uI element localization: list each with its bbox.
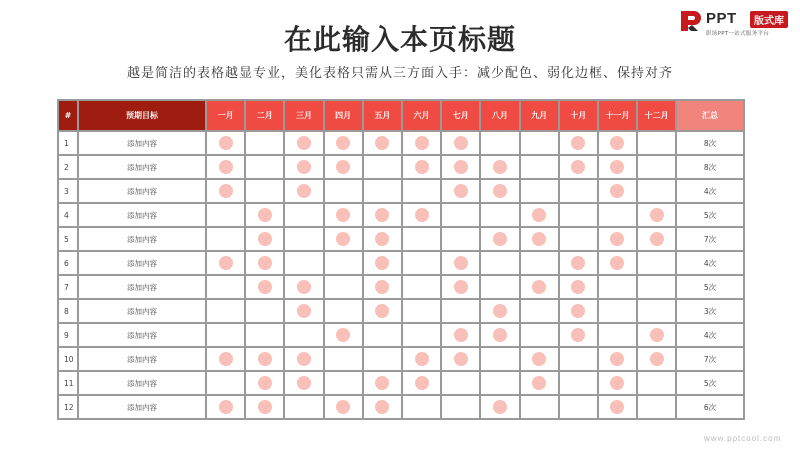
month-cell <box>598 203 637 227</box>
header-sum: 汇总 <box>676 100 744 131</box>
month-cell <box>441 131 480 155</box>
month-cell <box>363 251 402 275</box>
month-cell <box>245 323 284 347</box>
month-cell <box>245 131 284 155</box>
month-cell <box>284 179 323 203</box>
row-number: 2 <box>58 155 78 179</box>
circle-dot-icon <box>375 304 389 318</box>
month-cell <box>402 203 441 227</box>
circle-dot-icon <box>297 352 311 366</box>
row-goal: 添加内容 <box>78 131 206 155</box>
month-cell <box>245 275 284 299</box>
month-cell <box>598 395 637 419</box>
month-cell <box>441 179 480 203</box>
circle-dot-icon <box>610 232 624 246</box>
month-cell <box>480 275 519 299</box>
month-cell <box>284 251 323 275</box>
circle-dot-icon <box>415 136 429 150</box>
circle-dot-icon <box>258 376 272 390</box>
circle-dot-icon <box>375 136 389 150</box>
month-cell <box>441 275 480 299</box>
month-cell <box>245 395 284 419</box>
month-cell <box>559 371 598 395</box>
row-sum: 3次 <box>676 299 744 323</box>
month-cell <box>324 251 363 275</box>
circle-dot-icon <box>532 232 546 246</box>
row-goal: 添加内容 <box>78 371 206 395</box>
month-cell <box>324 299 363 323</box>
month-cell <box>598 299 637 323</box>
month-cell <box>324 179 363 203</box>
month-cell <box>363 347 402 371</box>
circle-dot-icon <box>219 136 233 150</box>
circle-dot-icon <box>532 352 546 366</box>
month-cell <box>598 275 637 299</box>
page-title: 在此输入本页标题 <box>283 23 516 56</box>
header-month: 一月 <box>206 100 245 131</box>
row-goal: 添加内容 <box>78 155 206 179</box>
circle-dot-icon <box>571 160 585 174</box>
month-cell <box>206 155 245 179</box>
month-cell <box>637 251 676 275</box>
month-cell <box>402 275 441 299</box>
month-cell <box>284 347 323 371</box>
month-cell <box>363 275 402 299</box>
circle-dot-icon <box>375 376 389 390</box>
month-cell <box>206 131 245 155</box>
month-cell <box>324 227 363 251</box>
month-cell <box>598 347 637 371</box>
circle-dot-icon <box>297 376 311 390</box>
month-cell <box>363 179 402 203</box>
month-cell <box>480 179 519 203</box>
month-cell <box>245 251 284 275</box>
month-cell <box>402 395 441 419</box>
header-month: 七月 <box>441 100 480 131</box>
row-goal: 添加内容 <box>78 299 206 323</box>
month-cell <box>245 347 284 371</box>
month-cell <box>402 251 441 275</box>
row-sum: 8次 <box>676 155 744 179</box>
month-cell <box>324 131 363 155</box>
circle-dot-icon <box>375 280 389 294</box>
month-cell <box>402 347 441 371</box>
table-row <box>58 395 744 419</box>
circle-dot-icon <box>297 160 311 174</box>
month-cell <box>480 155 519 179</box>
month-cell <box>480 203 519 227</box>
month-cell <box>324 155 363 179</box>
month-cell <box>206 347 245 371</box>
circle-dot-icon <box>454 328 468 342</box>
watermark: www.pptcool.com <box>704 434 782 443</box>
month-cell <box>598 131 637 155</box>
circle-dot-icon <box>375 208 389 222</box>
month-cell <box>559 275 598 299</box>
month-cell <box>520 275 559 299</box>
month-cell <box>520 155 559 179</box>
circle-dot-icon <box>375 256 389 270</box>
month-cell <box>441 347 480 371</box>
circle-dot-icon <box>610 160 624 174</box>
month-cell <box>559 323 598 347</box>
month-cell <box>480 395 519 419</box>
month-cell <box>402 323 441 347</box>
circle-dot-icon <box>650 232 664 246</box>
month-cell <box>441 203 480 227</box>
table-row <box>58 179 744 203</box>
month-cell <box>245 299 284 323</box>
logo-tagline: 职场PPT一站式服务平台 <box>706 31 770 37</box>
header-month: 四月 <box>324 100 363 131</box>
month-cell <box>206 299 245 323</box>
header-month: 三月 <box>284 100 323 131</box>
month-cell <box>441 155 480 179</box>
month-cell <box>324 203 363 227</box>
header-month: 八月 <box>480 100 519 131</box>
month-cell <box>637 347 676 371</box>
circle-dot-icon <box>493 232 507 246</box>
month-cell <box>441 371 480 395</box>
month-cell <box>637 203 676 227</box>
month-cell <box>206 371 245 395</box>
circle-dot-icon <box>650 208 664 222</box>
table-row <box>58 203 744 227</box>
circle-dot-icon <box>219 160 233 174</box>
table-row <box>58 227 744 251</box>
row-number: 11 <box>58 371 78 395</box>
month-cell <box>480 371 519 395</box>
month-cell <box>637 179 676 203</box>
month-cell <box>480 299 519 323</box>
row-goal: 添加内容 <box>78 395 206 419</box>
month-cell <box>206 395 245 419</box>
month-cell <box>559 203 598 227</box>
month-cell <box>284 155 323 179</box>
month-cell <box>206 323 245 347</box>
month-cell <box>480 347 519 371</box>
table-row <box>58 251 744 275</box>
table-row <box>58 347 744 371</box>
month-cell <box>520 179 559 203</box>
circle-dot-icon <box>610 256 624 270</box>
month-cell <box>520 395 559 419</box>
circle-dot-icon <box>454 184 468 198</box>
month-cell <box>598 179 637 203</box>
circle-dot-icon <box>258 232 272 246</box>
month-cell <box>245 371 284 395</box>
month-cell <box>324 395 363 419</box>
month-cell <box>637 395 676 419</box>
circle-dot-icon <box>258 256 272 270</box>
month-cell <box>284 323 323 347</box>
month-cell <box>363 131 402 155</box>
month-cell <box>520 347 559 371</box>
month-cell <box>363 299 402 323</box>
month-cell <box>402 179 441 203</box>
circle-dot-icon <box>258 280 272 294</box>
month-cell <box>598 155 637 179</box>
circle-dot-icon <box>571 136 585 150</box>
table-row <box>58 323 744 347</box>
table-row <box>58 299 744 323</box>
circle-dot-icon <box>493 184 507 198</box>
month-cell <box>637 371 676 395</box>
month-cell <box>480 323 519 347</box>
header-month: 六月 <box>402 100 441 131</box>
header-month: 十一月 <box>598 100 637 131</box>
row-goal: 添加内容 <box>78 227 206 251</box>
header-month: 十月 <box>559 100 598 131</box>
row-goal: 添加内容 <box>78 275 206 299</box>
month-cell <box>637 323 676 347</box>
row-sum: 4次 <box>676 179 744 203</box>
month-cell <box>637 275 676 299</box>
month-cell <box>480 251 519 275</box>
month-cell <box>324 323 363 347</box>
row-sum: 7次 <box>676 227 744 251</box>
month-cell <box>441 299 480 323</box>
month-cell <box>245 203 284 227</box>
month-cell <box>245 227 284 251</box>
circle-dot-icon <box>650 352 664 366</box>
circle-dot-icon <box>258 400 272 414</box>
circle-dot-icon <box>532 280 546 294</box>
month-cell <box>363 203 402 227</box>
logo-brand: PPT <box>706 10 737 27</box>
month-cell <box>598 323 637 347</box>
month-cell <box>559 251 598 275</box>
month-cell <box>402 371 441 395</box>
circle-dot-icon <box>258 352 272 366</box>
circle-dot-icon <box>610 136 624 150</box>
row-number: 5 <box>58 227 78 251</box>
month-cell <box>284 299 323 323</box>
row-sum: 6次 <box>676 395 744 419</box>
logo-badge: 版式库 <box>750 11 788 28</box>
month-cell <box>598 227 637 251</box>
header-month: 十二月 <box>637 100 676 131</box>
row-number: 6 <box>58 251 78 275</box>
circle-dot-icon <box>219 184 233 198</box>
month-cell <box>363 395 402 419</box>
circle-dot-icon <box>493 328 507 342</box>
schedule-table-wrapper <box>57 99 743 419</box>
circle-dot-icon <box>454 136 468 150</box>
month-cell <box>520 251 559 275</box>
header-month: 九月 <box>520 100 559 131</box>
month-cell <box>324 347 363 371</box>
month-cell <box>402 155 441 179</box>
row-goal: 添加内容 <box>78 179 206 203</box>
month-cell <box>363 227 402 251</box>
row-sum: 5次 <box>676 275 744 299</box>
header-num: # <box>58 100 78 131</box>
month-cell <box>441 227 480 251</box>
circle-dot-icon <box>336 400 350 414</box>
row-number: 10 <box>58 347 78 371</box>
circle-dot-icon <box>415 376 429 390</box>
row-number: 4 <box>58 203 78 227</box>
row-number: 1 <box>58 131 78 155</box>
month-cell <box>402 227 441 251</box>
schedule-table <box>57 99 745 420</box>
circle-dot-icon <box>336 232 350 246</box>
month-cell <box>559 179 598 203</box>
month-cell <box>284 371 323 395</box>
month-cell <box>598 371 637 395</box>
month-cell <box>480 131 519 155</box>
month-cell <box>363 155 402 179</box>
month-cell <box>206 275 245 299</box>
circle-dot-icon <box>571 256 585 270</box>
circle-dot-icon <box>610 352 624 366</box>
circle-dot-icon <box>454 256 468 270</box>
circle-dot-icon <box>493 304 507 318</box>
row-sum: 4次 <box>676 251 744 275</box>
table-row <box>58 275 744 299</box>
month-cell <box>480 227 519 251</box>
month-cell <box>520 203 559 227</box>
circle-dot-icon <box>297 280 311 294</box>
header-month: 二月 <box>245 100 284 131</box>
row-goal: 添加内容 <box>78 347 206 371</box>
month-cell <box>441 323 480 347</box>
month-cell <box>363 371 402 395</box>
month-cell <box>284 203 323 227</box>
circle-dot-icon <box>375 232 389 246</box>
circle-dot-icon <box>610 376 624 390</box>
row-goal: 添加内容 <box>78 203 206 227</box>
month-cell <box>284 227 323 251</box>
row-number: 7 <box>58 275 78 299</box>
circle-dot-icon <box>454 352 468 366</box>
circle-dot-icon <box>415 352 429 366</box>
month-cell <box>284 131 323 155</box>
circle-dot-icon <box>610 400 624 414</box>
row-number: 12 <box>58 395 78 419</box>
month-cell <box>559 347 598 371</box>
month-cell <box>559 131 598 155</box>
circle-dot-icon <box>297 304 311 318</box>
month-cell <box>441 395 480 419</box>
month-cell <box>206 179 245 203</box>
month-cell <box>520 299 559 323</box>
month-cell <box>559 395 598 419</box>
month-cell <box>520 227 559 251</box>
month-cell <box>324 371 363 395</box>
month-cell <box>637 155 676 179</box>
header-month: 五月 <box>363 100 402 131</box>
month-cell <box>520 323 559 347</box>
row-sum: 5次 <box>676 371 744 395</box>
month-cell <box>598 251 637 275</box>
row-sum: 8次 <box>676 131 744 155</box>
circle-dot-icon <box>297 136 311 150</box>
circle-dot-icon <box>454 160 468 174</box>
month-cell <box>441 251 480 275</box>
month-cell <box>520 371 559 395</box>
table-body <box>58 131 744 419</box>
circle-dot-icon <box>219 256 233 270</box>
month-cell <box>637 227 676 251</box>
row-sum: 5次 <box>676 203 744 227</box>
row-number: 8 <box>58 299 78 323</box>
header-goal: 预期目标 <box>78 100 206 131</box>
month-cell <box>284 275 323 299</box>
circle-dot-icon <box>493 160 507 174</box>
circle-dot-icon <box>610 184 624 198</box>
table-row <box>58 371 744 395</box>
circle-dot-icon <box>493 400 507 414</box>
month-cell <box>559 227 598 251</box>
row-number: 9 <box>58 323 78 347</box>
month-cell <box>402 131 441 155</box>
month-cell <box>206 227 245 251</box>
circle-dot-icon <box>571 328 585 342</box>
circle-dot-icon <box>375 400 389 414</box>
circle-dot-icon <box>571 304 585 318</box>
circle-dot-icon <box>415 160 429 174</box>
month-cell <box>363 323 402 347</box>
circle-dot-icon <box>415 208 429 222</box>
circle-dot-icon <box>532 208 546 222</box>
month-cell <box>637 299 676 323</box>
table-row <box>58 155 744 179</box>
brand-logo <box>678 8 796 40</box>
page-subtitle: 越是简洁的表格越显专业，美化表格只需从三方面入手：减少配色、弱化边框、保持对齐 <box>126 66 673 81</box>
month-cell <box>245 155 284 179</box>
circle-dot-icon <box>650 328 664 342</box>
month-cell <box>520 131 559 155</box>
month-cell <box>559 299 598 323</box>
circle-dot-icon <box>336 136 350 150</box>
month-cell <box>559 155 598 179</box>
row-sum: 4次 <box>676 323 744 347</box>
circle-dot-icon <box>532 376 546 390</box>
month-cell <box>637 131 676 155</box>
circle-dot-icon <box>258 208 272 222</box>
row-sum: 7次 <box>676 347 744 371</box>
table-row <box>58 131 744 155</box>
circle-dot-icon <box>219 400 233 414</box>
row-goal: 添加内容 <box>78 323 206 347</box>
circle-dot-icon <box>571 280 585 294</box>
row-number: 3 <box>58 179 78 203</box>
table-header-row <box>58 100 744 131</box>
ppt-logo-icon <box>678 8 704 34</box>
month-cell <box>284 395 323 419</box>
month-cell <box>324 275 363 299</box>
circle-dot-icon <box>336 160 350 174</box>
circle-dot-icon <box>336 208 350 222</box>
month-cell <box>206 203 245 227</box>
circle-dot-icon <box>219 352 233 366</box>
month-cell <box>206 251 245 275</box>
month-cell <box>245 179 284 203</box>
circle-dot-icon <box>336 328 350 342</box>
circle-dot-icon <box>297 184 311 198</box>
circle-dot-icon <box>454 280 468 294</box>
row-goal: 添加内容 <box>78 251 206 275</box>
month-cell <box>402 299 441 323</box>
